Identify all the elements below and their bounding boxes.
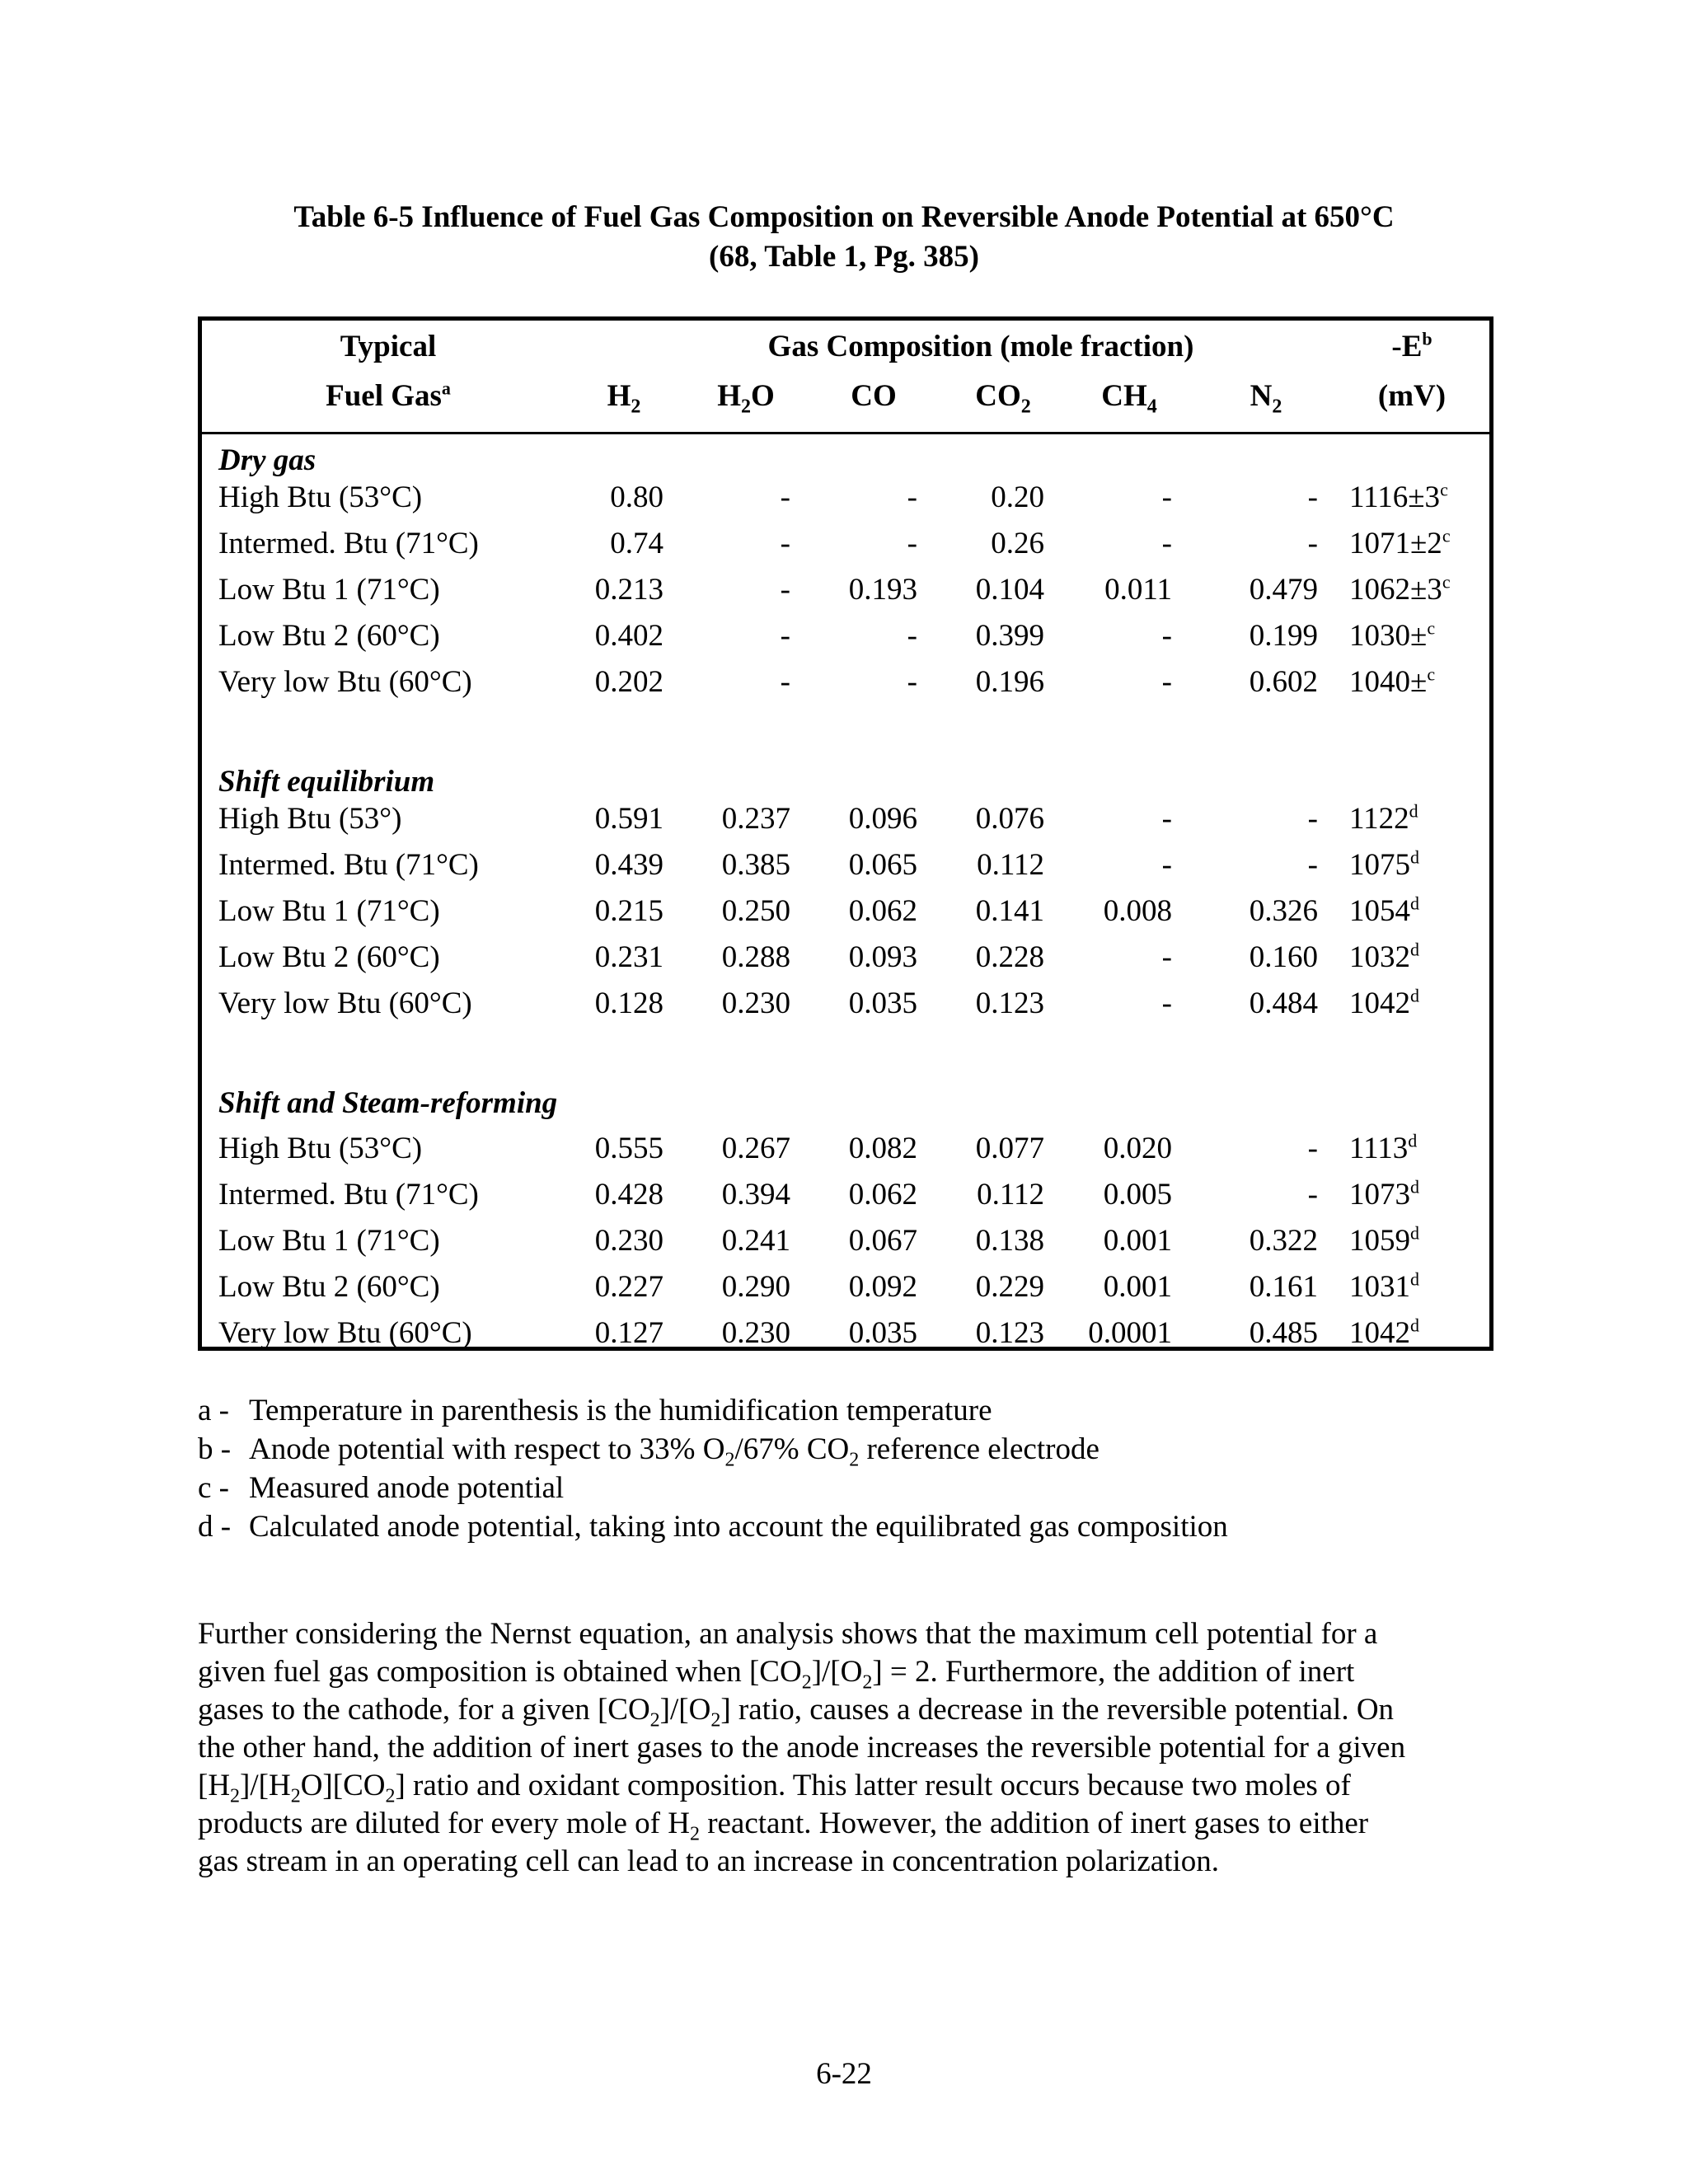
para-sub: 2 [290,1785,301,1807]
footnote-sub: 2 [849,1449,860,1471]
row-cell: 0.74 [610,527,663,560]
para-sub: 2 [862,1671,873,1694]
row-cell: 0.428 [594,1178,663,1212]
row-cell: - [1307,527,1318,560]
row-cell: 0.076 [975,802,1044,836]
row-potential-note: c [1427,663,1436,685]
row-cell: 0.161 [1249,1270,1318,1304]
row-cell: 0.213 [594,573,663,607]
header-col-h2o [717,378,775,418]
col-base: N [1250,379,1273,413]
row-cell: 0.093 [848,940,917,974]
footnote-label: b - [198,1432,232,1466]
para-text: ] = 2. Furthermore, the addition of inert [872,1655,1355,1689]
footnotes [198,1391,1228,1546]
row-cell: 0.230 [721,1316,790,1350]
para-line: the other hand, the addition of inert gases to the anode increases the reversible potential for a given [198,1731,1406,1765]
row-cell: 0.80 [610,480,663,514]
col-base: CO [851,379,897,413]
header-col-ch4 [1101,378,1157,418]
row-cell: - [1307,1132,1318,1165]
table-row [202,986,1489,1032]
row-potential-note: d [1410,1176,1419,1197]
section-title: Shift equilibrium [218,765,435,799]
row-cell: 0.141 [975,894,1044,928]
page-number: 6-22 [816,2057,872,2091]
row-cell: - [780,619,790,653]
para-text: reactant. However, the addition of inert gases to either [699,1807,1369,1840]
body-paragraph [198,1615,1508,1881]
table-header [202,321,1489,434]
para-text: gases to the cathode, for a given [CO [198,1693,650,1727]
row-potential-value: 1059 [1349,1224,1410,1258]
row-cell: 0.096 [848,802,917,836]
col-sub: 2 [741,396,751,418]
row-cell: 0.193 [848,573,917,607]
row-potential-note: d [1410,846,1419,868]
row-cell: 0.104 [975,573,1044,607]
row-cell: - [907,527,917,560]
row-cell: 0.020 [1103,1132,1172,1165]
table-row [202,1315,1489,1361]
footnote-text: Anode potential with respect to 33% O [249,1432,725,1466]
para-text: given fuel gas composition is obtained when [CO [198,1655,802,1689]
row-cell: 0.230 [721,987,790,1020]
row-cell: 0.479 [1249,573,1318,607]
col-tail: O [751,379,775,413]
row-potential [1349,1223,1419,1258]
table-row [202,1269,1489,1315]
header-col-co [851,378,897,414]
row-potential-value: 1042 [1349,987,1410,1020]
para-line [198,1805,1508,1843]
footnote-text: Temperature in parenthesis is the humidification temperature [249,1394,992,1427]
col-sub: 4 [1146,396,1157,418]
row-cell: 0.555 [594,1132,663,1165]
row-cell: - [1161,527,1172,560]
row-fuel-gas: High Btu (53°C) [218,1132,423,1165]
row-potential-value: 1032 [1349,940,1410,974]
section-title: Shift and Steam-reforming [218,1086,558,1120]
row-fuel-gas: Low Btu 2 (60°C) [218,619,440,653]
para-line: Further considering the Nernst equation, an analysis shows that the maximum cell potential for a [198,1617,1378,1651]
section-title: Dry gas [218,443,316,477]
table-caption [0,198,1688,277]
row-cell: 0.231 [594,940,663,974]
row-potential-note: c [1442,525,1451,546]
para-text: ] ratio and oxidant composition. This latter result occurs because two moles of [395,1769,1351,1802]
row-cell: 0.399 [975,619,1044,653]
row-cell: 0.123 [975,987,1044,1020]
para-sub: 2 [689,1823,700,1845]
row-cell: 0.228 [975,940,1044,974]
footnote-text: /67% CO [734,1432,850,1466]
row-fuel-gas: Low Btu 2 (60°C) [218,940,440,974]
footnote-a [198,1391,1228,1430]
row-cell: - [1161,987,1172,1020]
row-potential-note: c [1440,479,1448,500]
caption-source: (68, Table 1, Pg. 385) [709,240,979,274]
row-potential-value: 1054 [1349,894,1410,928]
para-sub: 2 [385,1785,396,1807]
row-potential-value: 1062±3 [1349,573,1442,607]
row-potential [1349,893,1419,929]
gas-composition-table [198,316,1493,1351]
row-potential-value: 1113 [1349,1132,1409,1165]
row-cell: 0.227 [594,1270,663,1304]
row-cell: 0.237 [721,802,790,836]
row-potential [1349,1131,1417,1166]
para-line [198,1767,1508,1805]
header-fuel-gas [326,378,451,414]
row-potential-value: 1073 [1349,1178,1410,1212]
header-e-sup: b [1422,328,1432,349]
row-fuel-gas: Low Btu 1 (71°C) [218,573,440,607]
row-cell: 0.112 [977,848,1044,882]
footnote-text: Measured anode potential [249,1471,565,1505]
row-potential [1349,1315,1419,1351]
row-cell: 0.128 [594,987,663,1020]
header-fuel-gas-text: Fuel Gas [326,379,442,413]
para-text: ]/[H [240,1769,291,1802]
row-cell: 0.229 [975,1270,1044,1304]
row-fuel-gas: High Btu (53°C) [218,480,423,514]
row-cell: 0.215 [594,894,663,928]
row-potential [1349,1177,1419,1212]
para-text: [H [198,1769,231,1802]
row-potential [1349,940,1419,975]
row-cell: 0.065 [848,848,917,882]
row-cell: 0.035 [848,987,917,1020]
row-cell: 0.008 [1103,894,1172,928]
para-sub: 2 [649,1709,660,1732]
row-fuel-gas: Very low Btu (60°C) [218,665,472,699]
row-potential [1349,618,1435,654]
row-cell: - [780,480,790,514]
row-cell: 0.077 [975,1132,1044,1165]
row-potential-note: d [1410,893,1419,914]
footnote-label: a - [198,1394,229,1427]
row-fuel-gas: Low Btu 1 (71°C) [218,894,440,928]
row-cell: 0.035 [848,1316,917,1350]
row-cell: 0.394 [721,1178,790,1212]
row-potential [1349,1269,1419,1305]
row-cell: 0.092 [848,1270,917,1304]
row-potential [1349,801,1418,837]
para-text: ]/[O [659,1693,711,1727]
header-group: Gas Composition (mole fraction) [767,330,1194,363]
footnote-label: c - [198,1471,229,1505]
row-cell: - [1161,619,1172,653]
para-text: products are diluted for every mole of H [198,1807,690,1840]
table-row [202,847,1489,893]
header-col-co2 [975,378,1031,418]
table-row [202,1131,1489,1177]
row-cell: 0.230 [594,1224,663,1258]
header-typical: Typical [340,330,437,363]
row-cell: 0.202 [594,665,663,699]
row-cell: 0.402 [594,619,663,653]
table-row [202,801,1489,847]
table-row [202,526,1489,572]
row-potential-value: 1122 [1349,802,1409,836]
row-cell: - [1307,848,1318,882]
row-potential-note: c [1442,571,1451,593]
row-cell: 0.082 [848,1132,917,1165]
row-cell: - [1307,802,1318,836]
row-cell: 0.241 [721,1224,790,1258]
row-cell: 0.250 [721,894,790,928]
footnote-text: Calculated anode potential, taking into account the equilibrated gas composition [249,1510,1228,1544]
row-potential-note: d [1410,939,1419,960]
row-potential [1349,526,1451,561]
para-line [198,1691,1508,1732]
table-row [202,893,1489,940]
row-cell: - [780,527,790,560]
row-fuel-gas: Very low Btu (60°C) [218,1316,472,1350]
row-potential-value: 1030± [1349,619,1428,653]
table-row [202,572,1489,618]
table-row [202,1223,1489,1269]
row-fuel-gas: High Btu (53°) [218,802,402,836]
col-base: CO [975,379,1021,413]
row-cell: 0.26 [991,527,1044,560]
col-base: CH [1101,379,1147,413]
row-fuel-gas: Intermed. Btu (71°C) [218,848,479,882]
row-cell: 0.160 [1249,940,1318,974]
row-cell: 0.591 [594,802,663,836]
header-unit: (mV) [1377,379,1447,413]
row-potential [1349,480,1448,515]
row-potential-value: 1075 [1349,848,1410,882]
row-cell: 0.067 [848,1224,917,1258]
row-potential [1349,847,1419,883]
row-cell: 0.267 [721,1132,790,1165]
row-cell: - [1161,480,1172,514]
footnote-label: d - [198,1510,232,1544]
footnote-sub: 2 [724,1449,735,1471]
table-row [202,940,1489,986]
table-row [202,1177,1489,1223]
row-cell: 0.288 [721,940,790,974]
row-cell: 0.484 [1249,987,1318,1020]
row-cell: 0.062 [848,894,917,928]
para-sub: 2 [710,1709,721,1732]
row-fuel-gas: Intermed. Btu (71°C) [218,1178,479,1212]
header-e-text: -E [1391,330,1423,363]
para-sub: 2 [801,1671,812,1694]
row-cell: 0.439 [594,848,663,882]
col-sub: 2 [1272,396,1282,418]
row-cell: 0.0001 [1088,1316,1172,1350]
row-cell: 0.005 [1103,1178,1172,1212]
row-potential-value: 1031 [1349,1270,1410,1304]
col-base: H [607,379,631,413]
row-cell: 0.290 [721,1270,790,1304]
row-fuel-gas: Low Btu 1 (71°C) [218,1224,440,1258]
row-potential [1349,664,1435,700]
row-cell: - [1307,1178,1318,1212]
row-potential-note: d [1410,1268,1419,1290]
header-col-n2 [1250,378,1282,418]
row-cell: 0.062 [848,1178,917,1212]
row-cell: 0.196 [975,665,1044,699]
row-cell: 0.322 [1249,1224,1318,1258]
para-text: ]/[O [811,1655,863,1689]
row-cell: - [1161,665,1172,699]
col-base: H [717,379,741,413]
row-cell: 0.001 [1103,1270,1172,1304]
row-cell: - [907,665,917,699]
caption-title: Table 6-5 Influence of Fuel Gas Composition on Reversible Anode Potential at 650°C [293,200,1395,234]
row-cell: 0.001 [1103,1224,1172,1258]
table-row [202,618,1489,664]
footnote-b [198,1430,1228,1469]
table-row [202,480,1489,526]
row-cell: 0.112 [977,1178,1044,1212]
row-cell: 0.385 [721,848,790,882]
row-potential-value: 1042 [1349,1316,1410,1350]
header-fuel-gas-sup: a [441,377,451,399]
row-potential-note: d [1408,1130,1418,1151]
row-potential-value: 1040± [1349,665,1428,699]
row-potential-note: c [1427,617,1436,639]
para-text: ] ratio, causes a decrease in the reversible potential. On [720,1693,1395,1727]
row-cell: - [1161,848,1172,882]
col-sub: 2 [631,396,641,418]
row-potential-value: 1071±2 [1349,527,1442,560]
row-cell: - [780,573,790,607]
row-cell: - [907,480,917,514]
row-cell: 0.127 [594,1316,663,1350]
row-cell: 0.199 [1249,619,1318,653]
row-cell: - [780,665,790,699]
row-cell: - [907,619,917,653]
footnote-text: reference electrode [859,1432,1100,1466]
row-cell: 0.138 [975,1224,1044,1258]
row-cell: 0.326 [1249,894,1318,928]
row-cell: 0.602 [1249,665,1318,699]
para-sub: 2 [230,1785,241,1807]
table-row [202,664,1489,710]
para-line: gas stream in an operating cell can lead to an increase in concentration polarization. [198,1844,1219,1878]
row-cell: 0.485 [1249,1316,1318,1350]
row-potential [1349,986,1419,1021]
col-sub: 2 [1020,396,1031,418]
header-e [1391,329,1432,364]
para-line [198,1653,1508,1694]
row-cell: 0.011 [1104,573,1172,607]
row-fuel-gas: Intermed. Btu (71°C) [218,527,479,560]
row-cell: 0.20 [991,480,1044,514]
row-cell: 0.123 [975,1316,1044,1350]
row-potential-note: d [1410,985,1419,1006]
row-cell: - [1161,802,1172,836]
row-cell: - [1307,480,1318,514]
footnote-c [198,1469,1228,1507]
para-text: O][CO [300,1769,386,1802]
row-potential-value: 1116±3 [1349,480,1441,514]
row-potential-note: d [1410,1222,1419,1244]
header-col-h2 [607,378,641,418]
row-fuel-gas: Very low Btu (60°C) [218,987,472,1020]
footnote-d [198,1507,1228,1546]
row-fuel-gas: Low Btu 2 (60°C) [218,1270,440,1304]
row-potential [1349,572,1451,607]
row-cell: - [1161,940,1172,974]
row-potential-note: d [1409,800,1418,822]
row-potential-note: d [1410,1315,1419,1336]
